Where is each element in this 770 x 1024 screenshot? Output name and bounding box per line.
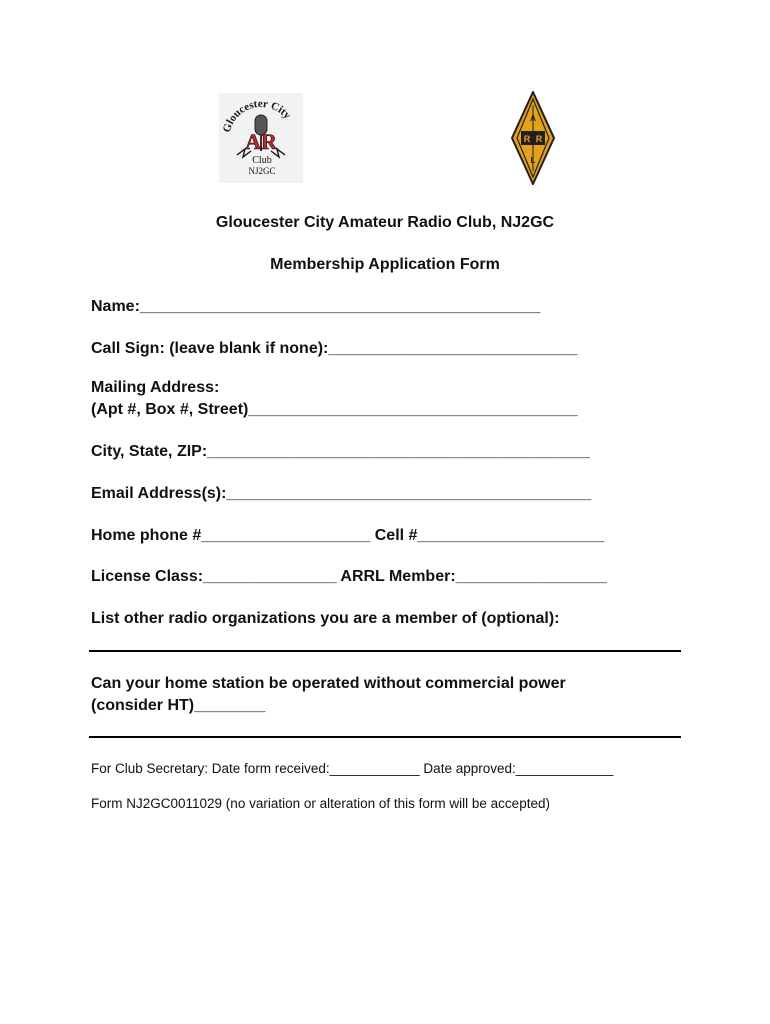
form-title: Gloucester City Amateur Radio Club, NJ2GC <box>215 214 555 231</box>
email-field[interactable]: Email Address(s):_________________________________________ <box>91 485 592 502</box>
club-logo <box>219 93 303 183</box>
power-question-answer[interactable]: (consider HT)________ <box>91 697 266 714</box>
form-id-note: Form NJ2GC0011029 (no variation or alteration of this form will be accepted) <box>91 796 550 811</box>
power-question: Can your home station be operated without commercial power <box>91 675 566 692</box>
arrl-logo-r2: R <box>535 134 543 144</box>
secretary-note: For Club Secretary: Date form received:____________ Date approved:_____________ <box>91 761 614 776</box>
club-logo-ar: AR <box>245 129 277 154</box>
phone-fields[interactable]: Home phone #___________________ Cell #_____________________ <box>91 527 605 544</box>
form-subtitle: Membership Application Form <box>270 256 500 273</box>
mailing-address-label: Mailing Address: <box>91 379 220 396</box>
license-fields[interactable]: License Class:_______________ ARRL Member:_________________ <box>91 568 607 585</box>
street-address-field[interactable]: (Apt #, Box #, Street)_____________________________________ <box>91 401 578 418</box>
club-logo-club: Club <box>252 155 272 166</box>
arrl-logo-a: A <box>530 114 536 123</box>
club-logo-callsign: NJ2GC <box>248 166 276 176</box>
other-organizations-label: List other radio organizations you are a member of (optional): <box>91 610 560 627</box>
other-organizations-line[interactable] <box>89 650 681 652</box>
city-state-zip-field[interactable]: City, State, ZIP:___________________________________________ <box>91 443 590 460</box>
club-logo-arc-text: Gloucester City <box>220 97 294 134</box>
arrl-logo-r1: R <box>523 134 531 144</box>
arrl-logo <box>510 91 556 185</box>
power-question-line[interactable] <box>89 736 681 738</box>
arrl-logo-l: L <box>530 156 536 165</box>
name-field[interactable]: Name:_____________________________________________ <box>91 298 541 315</box>
call-sign-field[interactable]: Call Sign: (leave blank if none):____________________________ <box>91 340 578 357</box>
